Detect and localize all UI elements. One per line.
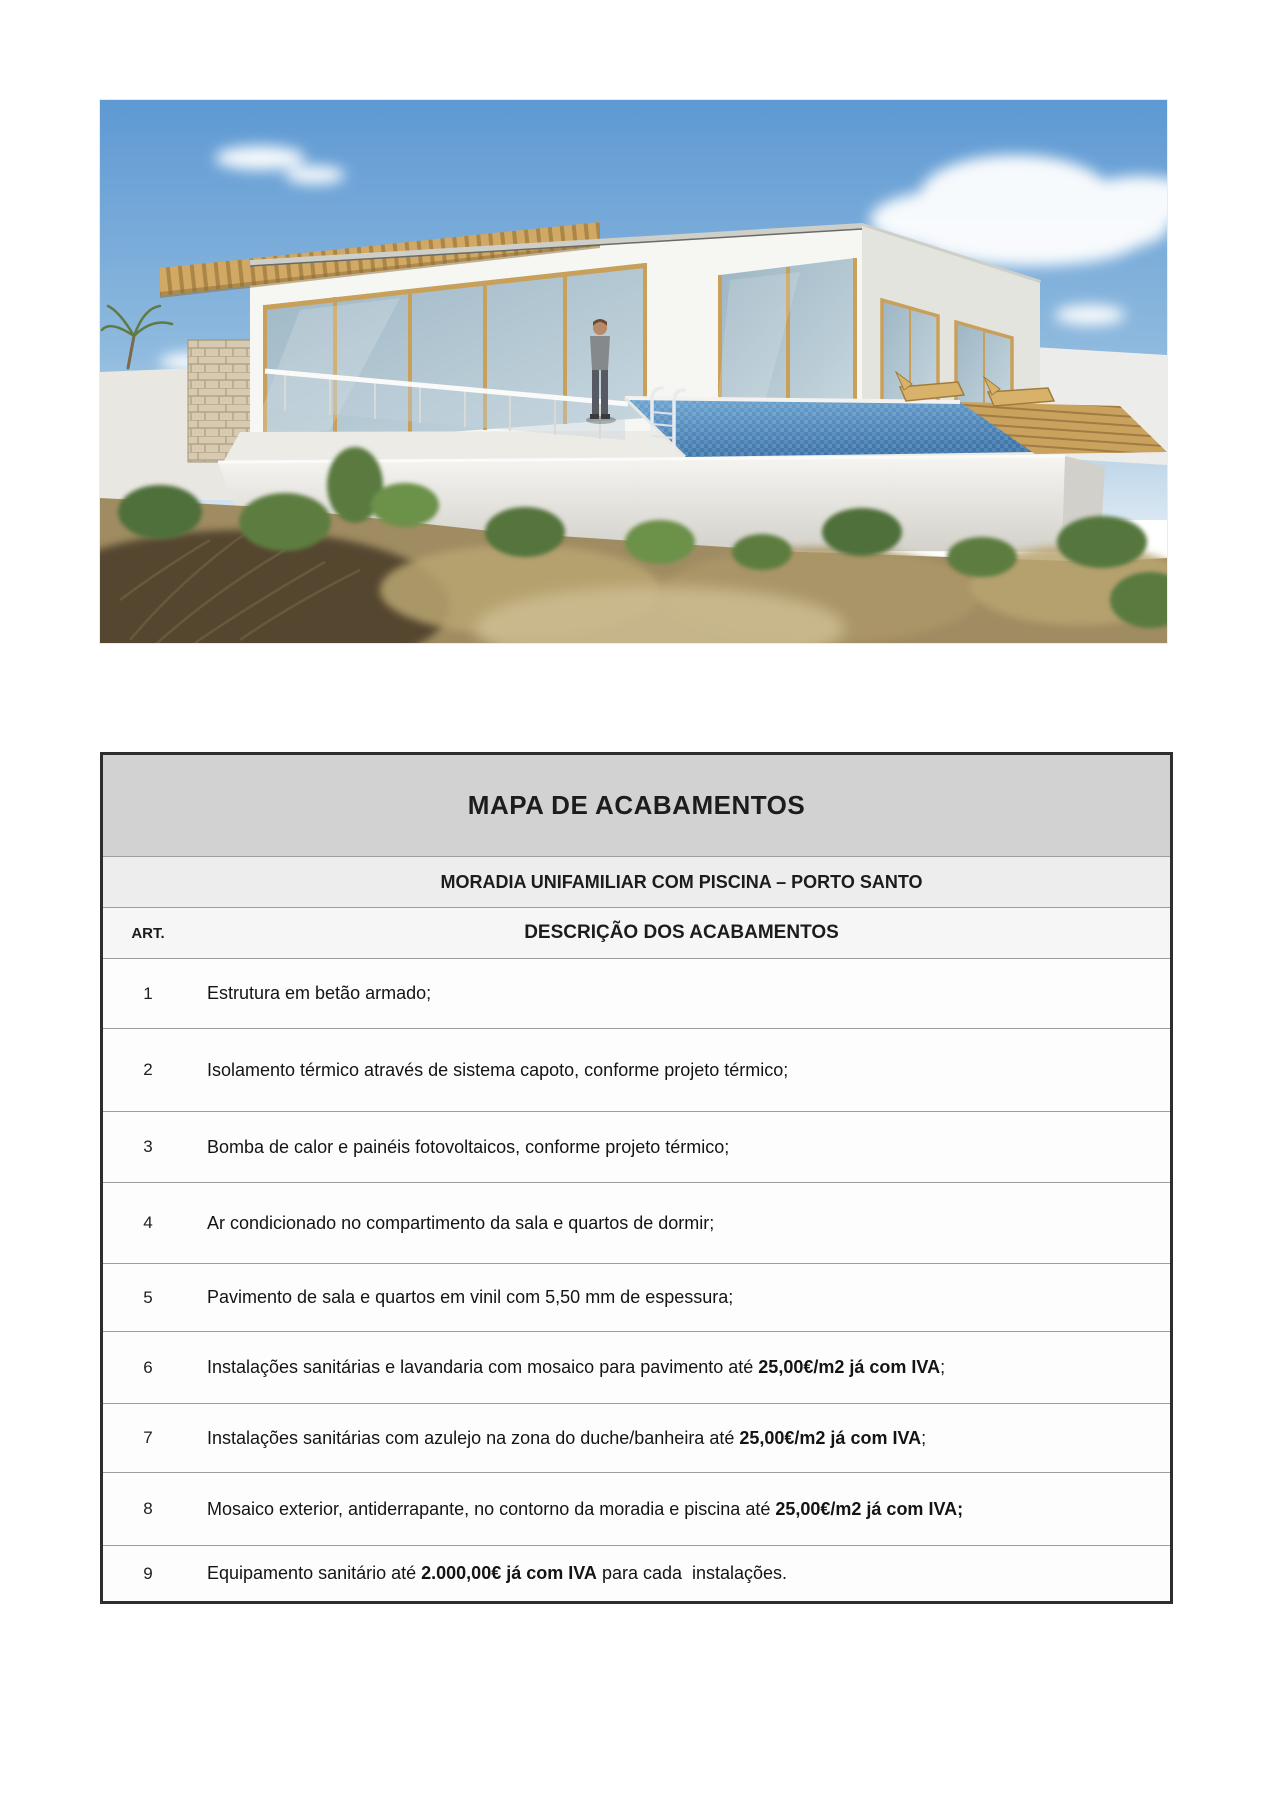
description-text: Bomba de calor e painéis fotovoltaicos, conforme projeto térmico; <box>207 1136 730 1157</box>
house-rendering-photo <box>100 100 1167 643</box>
table-row <box>103 1263 1170 1331</box>
row-number: 8 <box>143 1499 153 1518</box>
table-row <box>103 1403 1170 1472</box>
table-row <box>103 1331 1170 1403</box>
description-text: Equipamento sanitário até <box>207 1563 422 1583</box>
row-number: 7 <box>143 1428 153 1447</box>
table-row <box>103 1545 1170 1601</box>
table-row <box>103 1028 1170 1111</box>
table-title: MAPA DE ACABAMENTOS <box>467 790 806 820</box>
description-text-after: ; <box>940 1357 946 1377</box>
row-description <box>193 1473 1170 1545</box>
row-description <box>193 1332 1170 1403</box>
row-number: 9 <box>143 1563 153 1583</box>
row-description <box>193 1112 1170 1182</box>
row-description <box>193 959 1170 1028</box>
table-row <box>103 1472 1170 1545</box>
column-header-description: DESCRIÇÃO DOS ACABAMENTOS <box>524 922 839 943</box>
table-row <box>103 958 1170 1028</box>
table-title-row <box>103 755 1170 856</box>
description-bold-text: 25,00€/m2 já com IVA; <box>775 1498 964 1519</box>
column-header-art: ART. <box>131 924 165 942</box>
subtitle-art-cell <box>103 857 193 907</box>
row-description <box>193 1183 1170 1263</box>
description-bold-text: 2.000,00€ já com IVA <box>421 1563 597 1583</box>
row-description <box>193 1029 1170 1111</box>
row-description <box>193 1264 1170 1331</box>
description-text-after: para cada instalações. <box>596 1563 788 1583</box>
table-row <box>103 1182 1170 1263</box>
row-number: 2 <box>143 1060 153 1079</box>
description-text-after: ; <box>921 1427 927 1448</box>
row-description <box>193 1546 1170 1601</box>
table-subtitle-row <box>103 856 1170 907</box>
table-header-row <box>103 907 1170 958</box>
row-number: 5 <box>143 1287 153 1307</box>
row-number: 4 <box>143 1213 153 1232</box>
description-text: Pavimento de sala e quartos em vinil com 5,50 mm de espessura; <box>207 1287 734 1307</box>
table-subtitle: MORADIA UNIFAMILIAR COM PISCINA – PORTO SANTO <box>440 871 923 892</box>
rendering-scene <box>100 100 1167 643</box>
description-text: Instalações sanitárias com azulejo na zona do duche/banheira até <box>207 1427 740 1448</box>
finishes-table <box>100 752 1173 1604</box>
row-description <box>193 1404 1170 1472</box>
description-text: Mosaico exterior, antiderrapante, no contorno da moradia e piscina até <box>207 1498 776 1519</box>
description-text: Estrutura em betão armado; <box>207 983 432 1003</box>
row-number: 1 <box>143 983 153 1003</box>
description-text: Instalações sanitárias e lavandaria com mosaico para pavimento até <box>207 1357 759 1377</box>
description-text: Isolamento térmico através de sistema capoto, conforme projeto térmico; <box>207 1059 789 1080</box>
description-bold-text: 25,00€/m2 já com IVA <box>758 1357 941 1377</box>
description-bold-text: 25,00€/m2 já com IVA <box>739 1427 922 1448</box>
row-number: 3 <box>143 1137 153 1156</box>
description-text: Ar condicionado no compartimento da sala e quartos de dormir; <box>207 1212 715 1233</box>
table-row <box>103 1111 1170 1182</box>
row-number: 6 <box>143 1357 153 1377</box>
